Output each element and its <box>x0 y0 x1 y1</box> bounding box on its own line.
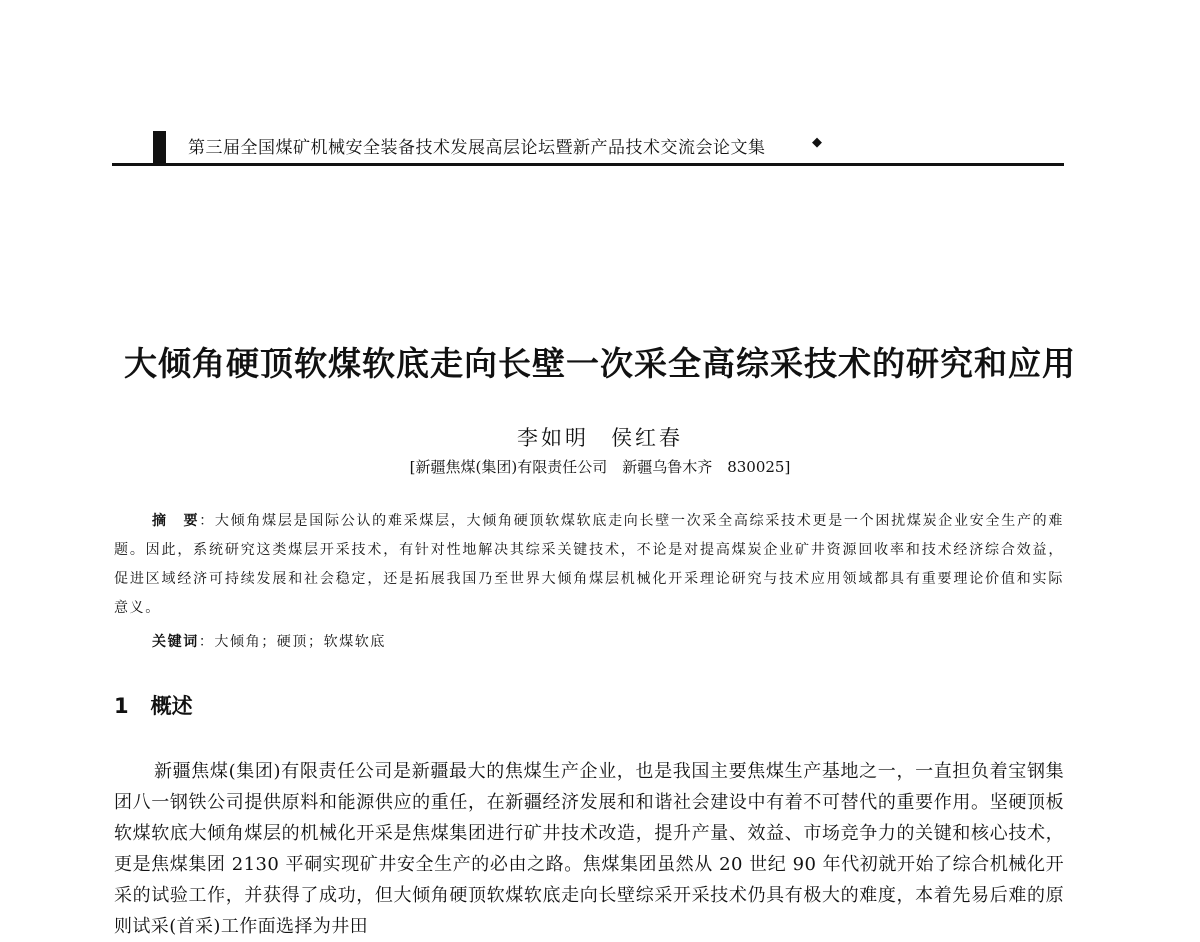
abstract-label: 摘 要 <box>152 513 200 529</box>
keywords-label: 关键词 <box>152 634 199 650</box>
keywords-text: ：大倾角；硬顶；软煤软底 <box>198 634 387 650</box>
running-header: 第三届全国煤矿机械安全装备技术发展高层论坛暨新产品技术交流会论文集 <box>188 138 766 158</box>
body-paragraph: 新疆焦煤(集团)有限责任公司是新疆最大的焦煤生产企业，也是我国主要焦煤生产基地之一，一直担负着宝钢集团八一钢铁公司提供原料和能源供应的重任，在新疆经济发展和和谐社会建设中有着不可替代的重要作用。坚硬顶板软煤软底大倾角煤层的机械化开采是焦煤集团进行矿井技术改造，提升产量、效益、市场竞争力的关键和核心技术，更是焦煤集团 2130 平硐实现矿井安全生产的必由之路。焦煤集团虽然从 20 世纪 90 年代初就开始了综合机械化开采的试验工作，并获得了成功，但大倾角硬顶软煤软底走向长壁综采开采技术仍具有极大的难度，本着先易后难的原则试采(首采)工作面选择为井田 <box>114 761 1064 937</box>
author-affiliation: [新疆焦煤(集团)有限责任公司 新疆乌鲁木齐 830025] <box>409 458 791 476</box>
section-number: 1 <box>114 694 129 718</box>
abstract-text: ：大倾角煤层是国际公认的难采煤层，大倾角硬顶软煤软底走向长壁一次采全高综采技术更是一个困扰煤炭企业安全生产的难题。因此，系统研究这类煤层开采技术，有针对性地解决其综采关键技术，不论是对提高煤炭企业矿井资源回收率和技术经济综合效益，促进区域经济可持续发展和社会稳定，还是拓展我国乃至世界大倾角煤层机械化开采理论研究与技术应用领域都具有重要理论价值和实际意义。 <box>114 513 1064 616</box>
keywords <box>152 631 386 651</box>
section-title: 概述 <box>150 694 193 718</box>
section-heading <box>114 690 193 720</box>
header-rule <box>112 163 1064 166</box>
header-diamond-icon: ◆ <box>812 135 822 150</box>
paper-title: 大倾角硬顶软煤软底走向长壁一次采全高综采技术的研究和应用 <box>124 344 1076 383</box>
header-bar <box>153 131 166 164</box>
author-name: 侯红春 <box>611 426 683 450</box>
abstract <box>114 507 1064 623</box>
author-name: 李如明 <box>517 426 589 450</box>
author-list <box>0 422 1200 452</box>
